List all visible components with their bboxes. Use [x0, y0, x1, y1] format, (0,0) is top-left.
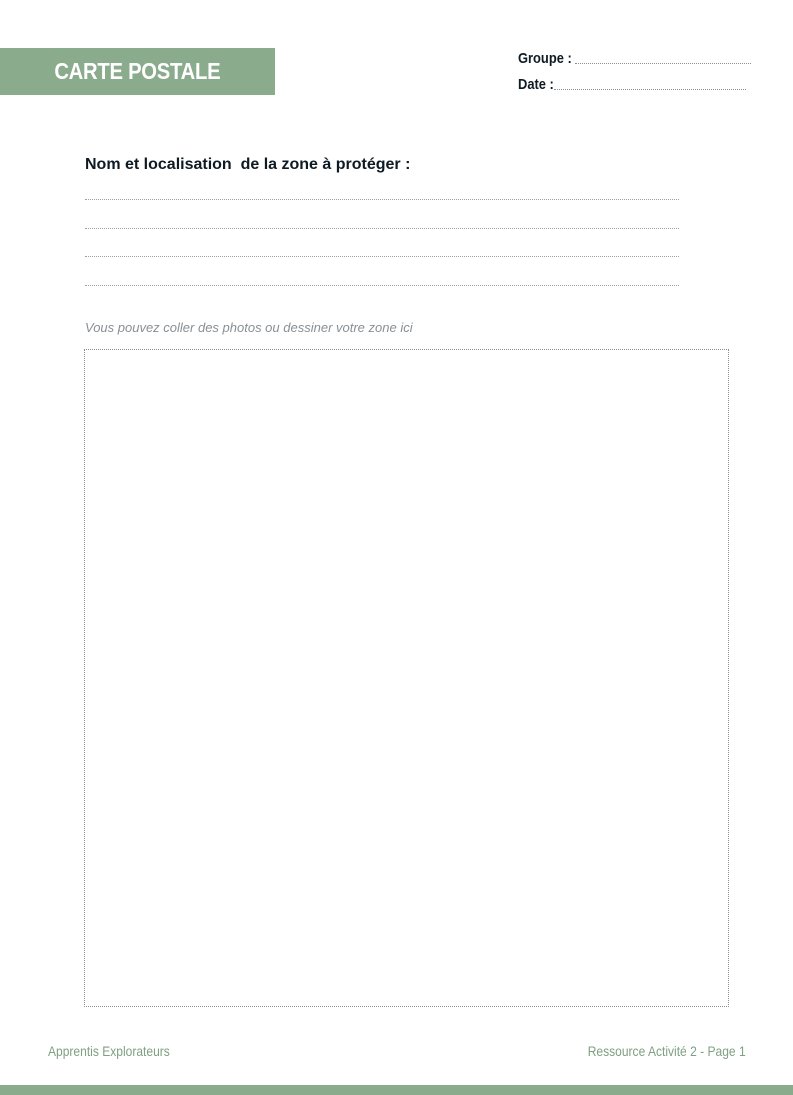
- groupe-field[interactable]: [518, 47, 751, 67]
- page-title: CARTE POSTALE: [54, 58, 221, 84]
- answer-line-1[interactable]: [85, 199, 679, 200]
- drawing-area[interactable]: [84, 349, 729, 1007]
- zone-name-heading: Nom et localisation de la zone à protéger :: [85, 156, 411, 173]
- footer-page-label: Ressource Activité 2 - Page 1: [588, 1043, 746, 1059]
- answer-line-3[interactable]: [85, 256, 679, 257]
- drawing-hint: Vous pouvez coller des photos ou dessiner votre zone ici: [85, 320, 413, 335]
- groupe-fill-line[interactable]: [575, 63, 752, 64]
- date-label: Date :: [518, 76, 554, 93]
- bottom-accent-bar: [0, 1085, 793, 1095]
- title-banner: [0, 48, 275, 95]
- answer-line-4[interactable]: [85, 285, 679, 286]
- answer-line-2[interactable]: [85, 228, 679, 229]
- footer-brand: Apprentis Explorateurs: [48, 1043, 170, 1059]
- groupe-label: Groupe :: [518, 50, 572, 67]
- date-fill-line[interactable]: [554, 89, 746, 90]
- date-field[interactable]: [518, 73, 746, 93]
